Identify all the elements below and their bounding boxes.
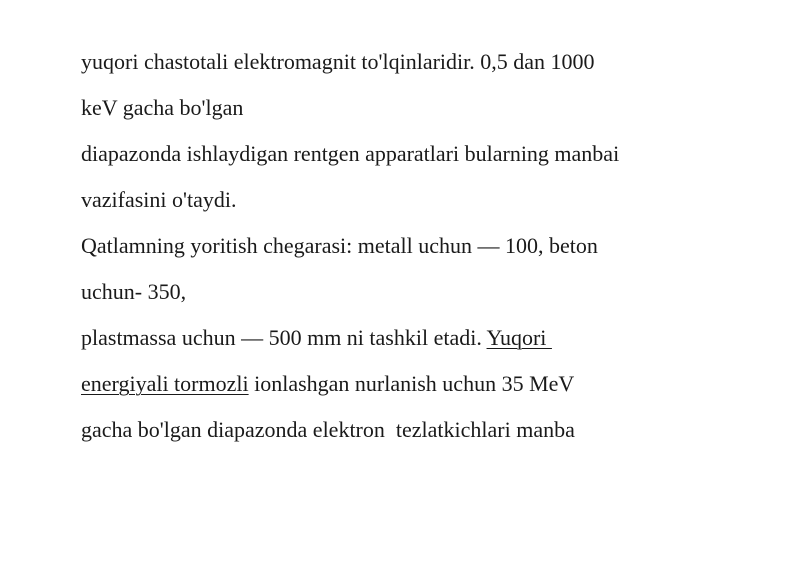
text-line-6: uchun- 350, xyxy=(81,279,187,304)
text-line-2: keV gacha bo'lgan xyxy=(81,95,244,120)
text-line-9: gacha bo'lgan diapazonda elektron tezlatkichlari manba xyxy=(81,417,575,442)
text-line-1: yuqori chastotali elektromagnit to'lqinlaridir. 0,5 dan 1000 xyxy=(81,49,595,74)
hyperlink-energiyali-tormozli[interactable]: energiyali tormozli xyxy=(81,371,249,396)
text-line-3: diapazonda ishlaydigan rentgen apparatlari bularning manbai xyxy=(81,141,620,166)
text-line-7 xyxy=(81,325,552,351)
text-line-8 xyxy=(81,371,574,397)
hyperlink-yuqori[interactable]: Yuqori xyxy=(486,325,552,350)
text-line-4: vazifasini o'taydi. xyxy=(81,187,237,212)
text-line-5: Qatlamning yoritish chegarasi: metall uchun — 100, beton xyxy=(81,233,598,258)
text-line-8-plain: ionlashgan nurlanish uchun 35 MeV xyxy=(254,371,575,396)
text-line-7-plain: plastmassa uchun — 500 mm ni tashkil etadi. xyxy=(81,325,487,350)
